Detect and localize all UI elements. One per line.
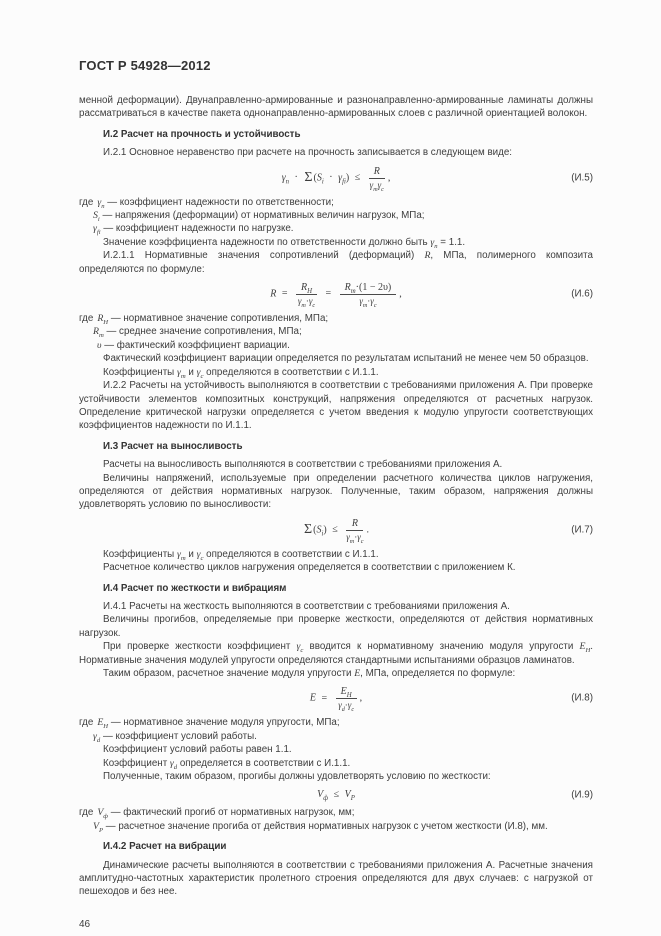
- definition-line: $S_i$ — напряжения (деформации) от нормативных величин нагрузок, МПа;: [93, 210, 425, 223]
- paragraph-i211: И.2.1.1 Нормативные значения сопротивлений (деформаций) R, МПа, полимерного композита определяются по формуле:: [79, 250, 593, 275]
- formula-number: (И.9): [571, 789, 593, 801]
- paragraph-i21: И.2.1 Основное неравенство при расчете на прочность записывается в следующем виде:: [103, 147, 513, 159]
- formula-i5-body: $\gamma_n \cdot \Sigma(S_i \cdot \gamma_{fi})$ ≤ $\frac{R}{\gamma_m\gamma_c}$ ,: [281, 165, 391, 193]
- definition-line: $\gamma_{fi}$ — коэффициент надежности по нагрузке.: [93, 223, 294, 237]
- paragraph-i3b: Величины напряжений, используемые при определении расчетного количества циклов нагружения, определяются от действия нормативных нагрузок. Полученные, таким образом, напряжения должны удовлетворять условию по выносливости:: [79, 472, 593, 511]
- definition-line: где $E_Н$ — нормативное значение модуля упругости, МПа;: [79, 717, 340, 731]
- formula-i6: [79, 282, 593, 309]
- formula-number: (И.8): [571, 692, 593, 704]
- definition-line: $V_Р$ — расчетное значение прогиба от действия нормативных нагрузок с учетом жесткости (И.8), мм.: [93, 820, 548, 834]
- formula-number: (И.5): [571, 172, 593, 184]
- paragraph-cycles: Расчетное количество циклов нагружения определяется в соответствии с приложением К.: [103, 562, 516, 574]
- formula-i7: [79, 517, 593, 545]
- fraction: $\frac{E_Н}{\gamma_d\cdot\gamma_c}$: [336, 686, 357, 710]
- fraction: $\frac{R}{\gamma_m\gamma_c}$: [369, 165, 384, 193]
- paragraph-obtained: Полученные, таким образом, прогибы должны удовлетворять условию по жесткости:: [103, 771, 491, 783]
- paragraph-fact: Фактический коэффициент вариации определяется по результатам испытаний не менее чем 50 образцов.: [103, 353, 589, 365]
- paragraph-coef3: Коэффициент $\gamma_d$ определяется в соответствии с И.1.1.: [103, 757, 351, 771]
- definition-line: где $\gamma_n$ — коэффициент надежности по ответственности;: [79, 196, 334, 210]
- heading-i2: И.2 Расчет на прочность и устойчивость: [103, 128, 301, 140]
- definition-line: $\gamma_d$ — коэффициент условий работы.: [93, 730, 257, 744]
- paragraph-defl: Величины прогибов, определяемые при проверке жесткости, определяются от действия нормативных нагрузок.: [79, 614, 593, 639]
- paragraph-i41: И.4.1 Расчеты на жесткость выполняются в соответствии с требованиями приложения А.: [103, 600, 510, 612]
- definition-line: $R_m$ — среднее значение сопротивления, МПа;: [93, 326, 302, 340]
- heading-i4: И.4 Расчет по жесткости и вибрациям: [103, 582, 287, 594]
- sum-symbol: Σ: [304, 522, 313, 538]
- paragraph-value: Значение коэффициента надежности по ответственности должно быть $\gamma_n = 1.1$.: [103, 236, 466, 250]
- sum-symbol: Σ: [304, 169, 313, 185]
- formula-i6-body: R = $\frac{R_Н}{\gamma_m\cdot\gamma_c}$ = $\frac{R_m\cdot(1 - 2\upsilon)}{\gamma_m\cdot\gamma_c}$ ,: [270, 282, 402, 309]
- paragraph-dyn: Динамические расчеты выполняются в соответствии с требованиями приложения А. Расчетные значения амплитудно-частотных характеристик пролетного строения определяются для двух случаев: с нагрузкой от пешеходов и без нее.: [79, 859, 593, 898]
- formula-i9: [79, 789, 593, 803]
- heading-i42: И.4.2 Расчет на вибрации: [103, 841, 227, 853]
- page-content: [79, 58, 593, 930]
- formula-i8-body: E = $\frac{E_Н}{\gamma_d\cdot\gamma_c}$ ,: [309, 686, 363, 714]
- paragraph-cond: Коэффициент условий работы равен 1.1.: [103, 744, 292, 756]
- paragraph-i22: И.2.2 Расчеты на устойчивость выполняются в соответствии с требованиями приложения А. При проверке устойчивости элементов композитных конструкций, напряжения определяются от расчетных нагрузок. Определение критической нагрузки определяется с учетом введения к модулю упругости соответствующих коэффициентов надежности по И.1.1.: [79, 380, 593, 432]
- definition-line: где $R_Н$ — нормативное значение сопротивления, МПа;: [79, 313, 329, 327]
- paragraph-coef1: Коэффициенты $\gamma_m$ и $\gamma_c$ определяются в соответствии с И.1.1.: [103, 366, 379, 380]
- formula-i9-body: $V_ф \le V_Р$: [317, 789, 355, 803]
- formula-i5: [79, 165, 593, 193]
- formula-number: (И.6): [571, 288, 593, 300]
- formula-i8: [79, 686, 593, 714]
- paragraph-thus: Таким образом, расчетное значение модуля упругости E, МПа, определяется по формуле:: [103, 668, 516, 679]
- paragraph-stiff: При проверке жесткости коэффициент $\gamma_c$ вводится к нормативному значению модуля упругости $E_Н$. Нормативные значения модулей упругости определяются стандартными испытаниями образцов ламинатов.: [79, 641, 593, 666]
- formula-number: (И.7): [571, 524, 593, 536]
- heading-i3: И.3 Расчет на выносливость: [103, 440, 243, 452]
- fraction: $\frac{R}{\gamma_m\cdot\gamma_c}$: [346, 517, 364, 545]
- formula-i7-body: $\Sigma(S_i)$ ≤ $\frac{R}{\gamma_m\cdot\gamma_c}$ .: [304, 517, 369, 545]
- paragraph-coef2: Коэффициенты $\gamma_m$ и $\gamma_c$ определяются в соответствии с И.1.1.: [103, 548, 379, 562]
- paragraph-i3a: Расчеты на выносливость выполняются в соответствии с требованиями приложения А.: [103, 459, 503, 471]
- paragraph-intro: менной деформации). Двунаправленно-армированные и разнонаправленно-армированные ламинаты должны рассматриваться в качестве пакета однонаправленно-армированных слоев с различной ориентацией волокон.: [79, 95, 593, 120]
- definition-line: где $V_ф$ — фактический прогиб от нормативных нагрузок, мм;: [79, 807, 355, 821]
- page-number: 46: [79, 918, 91, 930]
- definition-line: υ — фактический коэффициент вариации.: [97, 339, 290, 351]
- fraction: $\frac{R_Н}{\gamma_m\cdot\gamma_c}$: [297, 282, 316, 309]
- document-title: ГОСТ Р 54928—2012: [79, 58, 211, 73]
- fraction: $\frac{R_m\cdot(1 - 2\upsilon)}{\gamma_m\cdot\gamma_c}$: [340, 282, 397, 306]
